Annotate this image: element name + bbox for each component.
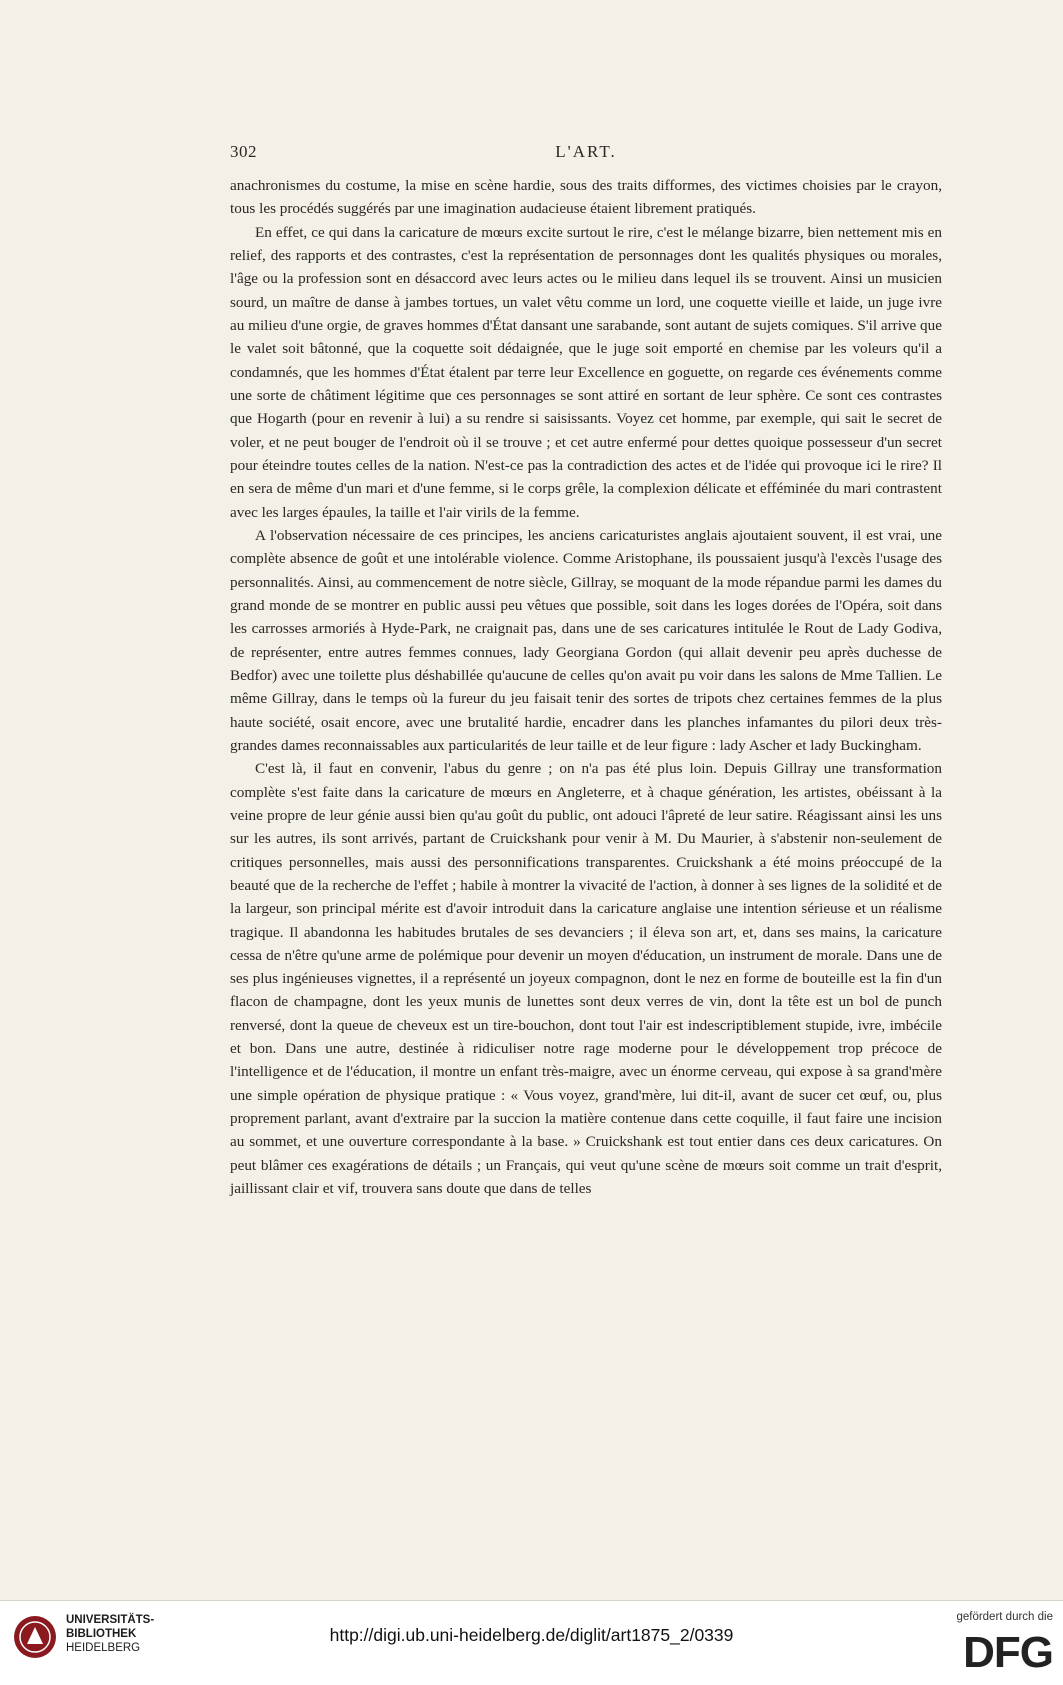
viewer-footer	[0, 1600, 1063, 1685]
dfg-logo: DFG	[963, 1628, 1053, 1677]
paragraph: C'est là, il faut en convenir, l'abus du genre ; on n'a pas été plus loin. Depuis Gillray une transformation complète s'est faite dans la caricature de mœurs en Angleterre, et à chaque génération, les artistes, obéissant à la veine propre de leur génie aussi bien qu'au goût du public, ont adouci l'âpreté de leur satire. Réagissant ainsi les uns sur les autres, ils sont arrivés, partant de Cruickshank pour venir à M. Du Maurier, à s'abstenir non-seulement de critiques personnelles, mais aussi des personnifications transparentes. Cruickshank a été moins préoccupé de la beauté que de la recherche de l'effet ; habile à montrer la vivacité de l'action, à donner à ses lignes de la solidité et de la largeur, son principal mérite est d'avoir introduit dans la caricature anglaise une intention sérieuse et un réalisme tragique. Il abandonna les habitudes brutales de ses devanciers ; il éleva son art, et, dans ses mains, la caricature cessa de n'être qu'une arme de polémique pour devenir un moyen d'éducation, un instrument de morale. Dans une de ses plus ingénieuses vignettes, il a représenté un joyeux compagnon, dont le nez en forme de bouteille est la fin d'un flacon de champagne, dont les yeux munis de lunettes sont deux verres de vin, dont la tête est un bol de punch renversé, dont la queue de cheveux est un tire-bouchon, dont tout l'air est indescriptiblement stupide, ivre, imbécile et bon. Dans une autre, destinée à ridiculiser notre rage moderne pour le développement trop précoce de l'intelligence et de l'éducation, il montre un enfant très-maigre, avec un énorme cerveau, qui expose à sa grand'mère une simple opération de physique pratique : « Vous voyez, grand'mère, lui dit-il, avant de sucer cet œuf, ou, plus proprement parlant, avant d'extraire par la succion la matière contenue dans cette coquille, il faut faire une incision au sommet, et une ouverture correspondante à la base. » Cruickshank est tout entier dans ces deux caricatures. On peut blâmer ces exagérations de détails ; un Français, qui veut qu'une scène de mœurs soit comme un trait d'esprit, jaillissant clair et vif, trouvera sans doute que dans de telles	[230, 760, 942, 1198]
page-number: 302	[230, 142, 257, 161]
paragraph: anachronismes du costume, la mise en scène hardie, sous des traits difformes, des victimes choisies par le crayon, tous les procédés suggérés par une imagination audacieuse étaient librement pratiqués.	[230, 177, 942, 218]
paragraph: A l'observation nécessaire de ces principes, les anciens caricaturistes anglais ajoutaient souvent, il est vrai, une complète absence de goût et une intolérable violence. Comme Aristophane, ils poussaient jusqu'à l'excès l'usage des personnalités. Ainsi, au commencement de notre siècle, Gillray, se moquant de la mode répandue parmi les dames du grand monde de se montrer en public aussi peu vêtues que possible, soit dans les loges dorées de l'Opéra, soit dans les carrosses armoriés à Hyde-Park, ne craignait pas, dans une de ses caricatures intitulée le Rout de Lady Godiva, de représenter, entre autres femmes connues, lady Georgiana Gordon (qui allait devenir peu après duchesse de Bedfor) avec une toilette plus déshabillée qu'aucune de celles qu'on avait pu voir dans les salons de Mme Tallien. Le même Gillray, dans le temps où la fureur du jeu faisait tenir des sortes de tripots chez certaines femmes de la plus haute société, osait encore, avec une brutalité hardie, encadrer dans les planches infamantes du pilori deux très-grandes dames reconnaissables aux particularités de leur taille et de leur figure : lady Ascher et lady Buckingham.	[230, 526, 942, 754]
body-text	[230, 174, 942, 1200]
journal-title: L'ART.	[555, 142, 617, 161]
library-name-line: BIBLIOTHEK	[66, 1628, 137, 1640]
funding-label: gefördert durch die	[956, 1611, 1053, 1623]
permalink-url[interactable]: http://digi.ub.uni-heidelberg.de/diglit/art1875_2/0339	[329, 1625, 734, 1645]
paragraph: En effet, ce qui dans la caricature de mœurs excite surtout le rire, c'est le mélange bizarre, bien nettement mis en relief, des rapports et des contrastes, c'est la représentation de personnages dont les qualités physiques ou morales, l'âge ou la profession sont en désaccord avec leurs actes ou le milieu dans lequel ils se trouvent. Ainsi un musicien sourd, un maître de danse à jambes tortues, un valet vêtu comme un lord, une coquette vieille et laide, un juge ivre au milieu d'une orgie, de graves hommes d'État dansant une sarabande, sont autant de sujets comiques. S'il arrive que le valet soit bâtonné, que la coquette soit dédaignée, que le juge soit emporté en chemise par les voleurs qu'il a condamnés, que les hommes d'État étalent par terre leur Excellence en goguette, on regarde ces événements comme une sorte de châtiment légitime que ces personnages se sont attiré en sortant de leur sphère. Ce sont ces contrastes que Hogarth (pour en revenir à lui) a su rendre si saisissants. Voyez cet homme, par exemple, qui sait le secret de voler, et ne peut bouger de l'endroit où il se trouve ; et cet autre enfermé pour dettes quoique possesseur d'un secret pour éteindre toutes celles de la nation. N'est-ce pas la contradiction des actes et de l'idée qui provoque ici le rire? Il en sera de même d'un mari et d'une femme, si le corps grêle, la complexion délicate et efféminée du mari contrastent avec les larges épaules, la taille et l'air virils de la femme.	[230, 223, 942, 521]
running-head	[230, 142, 942, 166]
library-name-line: UNIVERSITÄTS-	[66, 1614, 155, 1626]
library-name-line: HEIDELBERG	[66, 1642, 141, 1654]
